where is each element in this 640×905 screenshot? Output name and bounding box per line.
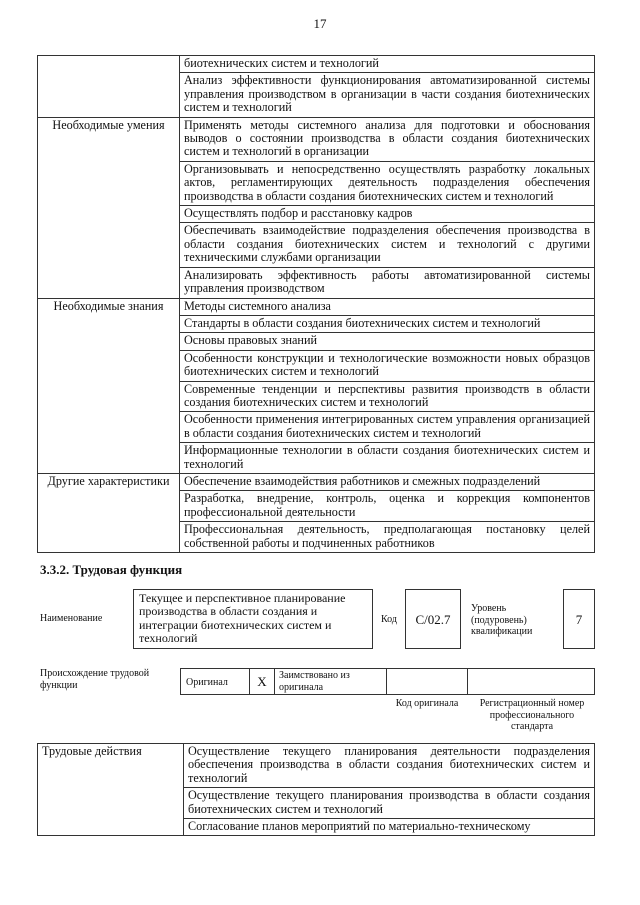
skills-row-text: Применять методы системного анализа для подготовки и обоснования выводов о состоянии производства в области создания биотехнических систем и технологий в организации (180, 117, 595, 161)
skills-row-text: Анализировать эффективность работы автоматизированной системы управления производством (180, 267, 595, 298)
skills-row-text: Особенности конструкции и технологические возможности новых образцов биотехнических систем и технологий (180, 350, 595, 381)
skills-row (38, 298, 595, 315)
skills-row-text: Осуществлять подбор и расстановку кадров (180, 206, 595, 223)
code-original-label: Код оригинала (395, 698, 459, 709)
level-value-box (563, 589, 595, 649)
skills-row-label: Другие характеристики (38, 473, 180, 552)
origin-original-cell (180, 668, 250, 695)
actions-row-text: Согласование планов мероприятий по материально-техническому (184, 819, 595, 836)
skills-row (38, 473, 595, 490)
origin-code-cell (386, 668, 468, 695)
skills-row-label (38, 56, 180, 118)
origin-mark-cell (249, 668, 275, 695)
actions-table-body (38, 744, 595, 836)
skills-row-label: Необходимые знания (38, 298, 180, 473)
section-title: 3.3.2. Трудовая функция (40, 562, 183, 577)
skills-row-label: Необходимые умения (38, 117, 180, 298)
code-label: Код (381, 614, 397, 625)
skills-row-text: Профессиональная деятельность, предполагающая постановку целей собственной работы и подчиненных работников (180, 522, 595, 553)
skills-row-text: Методы системного анализа (180, 298, 595, 315)
skills-row-text: Анализ эффективности функционирования автоматизированной системы управления производством в организации в части создания биотехнических систем и технологий (180, 73, 595, 117)
code-value: С/02.7 (415, 612, 451, 627)
level-label: Уровень (подуровень) квалификации (471, 603, 533, 637)
actions-table (37, 743, 595, 836)
skills-row-text: Обеспечивать взаимодействие подразделения обеспечения производства в области создания биотехнических систем и технологий с другими техническими службами организации (180, 223, 595, 267)
skills-row-text: Стандарты в области создания биотехнических систем и технологий (180, 315, 595, 332)
skills-row-text: Информационные технологии в области создания биотехнических систем и технологий (180, 443, 595, 474)
page-number: 17 (313, 16, 327, 31)
skills-table-body (38, 56, 595, 553)
level-value: 7 (575, 612, 583, 627)
skills-row (38, 117, 595, 161)
skills-row-text: Организовывать и непосредственно осуществлять разработку локальных актов, регламентирующих деятельность подразделения обеспечения производства в области создания биотехнических систем и технологий (180, 161, 595, 205)
function-name-box (133, 589, 373, 649)
origin-borrowed-label: Заимствовано из оригинала (279, 670, 350, 693)
actions-label: Трудовые действия (38, 744, 184, 836)
skills-row-text: Современные тенденции и перспективы развития производств в области создания биотехнических систем и технологий (180, 381, 595, 412)
skills-row (38, 56, 595, 73)
origin-mark: X (257, 674, 267, 689)
origin-reg-cell (467, 668, 595, 695)
actions-row-text: Осуществление текущего планирования производства в области создания биотехнических систем и технологий (184, 788, 595, 819)
skills-row-text: Разработка, внедрение, контроль, оценка и коррекция компонентов профессиональной деятельности (180, 491, 595, 522)
function-name-value: Текущее и перспективное планирование производства в области создания и интеграции биотехнических систем и технологий (139, 591, 346, 645)
origin-borrowed-cell (274, 668, 387, 695)
code-value-box (405, 589, 461, 649)
skills-row-text: биотехнических систем и технологий (180, 56, 595, 73)
name-label: Наименование (40, 613, 103, 624)
skills-table (37, 55, 595, 553)
actions-row (38, 744, 595, 788)
origin-original-label: Оригинал (186, 677, 228, 688)
skills-row-text: Обеспечение взаимодействия работников и смежных подразделений (180, 473, 595, 490)
skills-row-text: Основы правовых знаний (180, 333, 595, 350)
actions-row-text: Осуществление текущего планирования деятельности подразделения обеспечения производства в области создания биотехнических систем и технологий (184, 744, 595, 788)
skills-row-text: Особенности применения интегрированных систем управления организацией в области создания биотехнических систем и технологий (180, 412, 595, 443)
reg-number-label: Регистрационный номер профессионального стандарта (479, 698, 585, 732)
origin-label: Происхождение трудовой функции (40, 668, 150, 691)
